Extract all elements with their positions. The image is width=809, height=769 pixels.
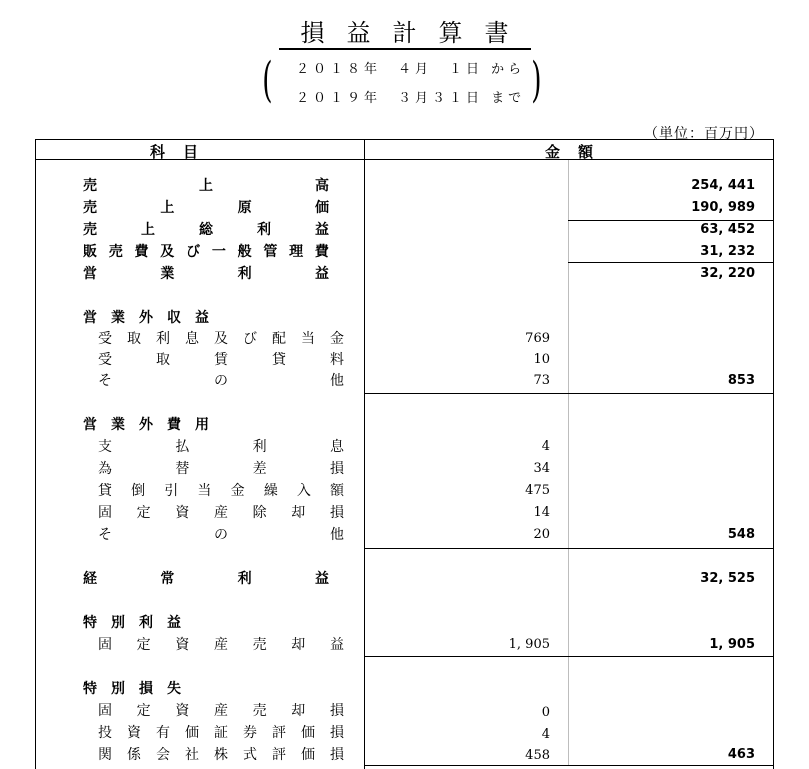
row-cost-of-sales-value: 190, 989 [691,200,755,215]
header-amount: 金額 [545,143,612,161]
non-op-income-heading: 営業外収益 [83,310,223,326]
non-op-expenses-item-label: そ の 他 [98,527,344,543]
non-op-expenses-item-label: 為 替 差 損 [98,461,344,477]
extraordinary-losses-item-value: 0 [541,705,550,720]
extraordinary-losses-item-value: 458 [525,748,550,763]
extraordinary-losses-item-label: 関 係 会 社 株 式 評 価 損 [98,747,344,763]
bottom-rule [364,765,773,766]
table-top-border [35,139,773,140]
amount-sub-divider [568,160,569,765]
row-cost-of-sales-label: 売 上 原 価 [83,200,329,216]
table-right-border [773,139,774,769]
non-op-income-total: 853 [727,373,755,388]
extraordinary-income-item-label: 固 定 資 産 売 却 益 [98,637,344,653]
row-operating-income-value: 32, 220 [700,266,755,281]
unit-label: （単位：百万円） [644,126,764,142]
row-gross-profit-value: 63, 452 [700,222,755,237]
header-item: 科目 [150,143,217,161]
operating-income-rule [568,262,773,263]
extraordinary-income-item-value: 1, 905 [508,637,550,652]
non-op-income-item-label: 受 取 利 息 及 び 配 当 金 [98,331,344,347]
extraordinary-income-total: 1, 905 [709,637,755,652]
row-sga-label: 販 売 費 及 び 一 般 管 理 費 [83,244,329,260]
row-operating-income-label: 営 業 利 益 [83,266,329,282]
non-op-expenses-item-value: 20 [533,527,550,542]
row-sales-label: 売 上 高 [83,178,329,194]
non-op-expenses-item-value: 475 [525,483,550,498]
header-bottom-border [35,159,773,160]
non-op-income-item-label: 受 取 賃 貸 料 [98,352,344,368]
non-op-expenses-item-value: 14 [533,505,550,520]
non-op-expenses-item-value: 4 [541,439,550,454]
right-paren: ) [531,52,542,108]
document-title: 損益計算書 [0,18,809,50]
extraordinary-income-rule [364,656,773,657]
extraordinary-losses-heading: 特別損失 [83,681,195,697]
non-op-income-item-value: 10 [533,352,550,367]
non-op-expenses-item-label: 貸 倒 引 当 金 繰 入 額 [98,483,344,499]
non-op-income-rule [364,393,773,394]
extraordinary-income-heading: 特別利益 [83,615,195,631]
non-op-income-item-value: 769 [525,331,550,346]
extraordinary-losses-total: 463 [727,747,755,762]
non-op-expenses-item-value: 34 [533,461,550,476]
non-op-expenses-rule [364,548,773,549]
extraordinary-losses-item-value: 4 [541,727,550,742]
row-sga-value: 31, 232 [700,244,755,259]
row-ordinary-income-value: 32, 525 [700,571,755,586]
non-op-expenses-item-label: 支 払 利 息 [98,439,344,455]
column-divider [364,139,365,769]
non-op-expenses-total: 548 [727,527,755,542]
row-ordinary-income-label: 経 常 利 益 [83,571,329,587]
extraordinary-losses-item-label: 投 資 有 価 証 券 評 価 損 [98,725,344,741]
non-op-expenses-item-label: 固 定 資 産 除 却 損 [98,505,344,521]
table-left-border [35,139,36,769]
non-op-income-item-label: そ の 他 [98,373,344,389]
extraordinary-losses-item-label: 固 定 資 産 売 却 損 [98,703,344,719]
left-paren: ( [262,52,273,108]
row-sales-value: 254, 441 [691,178,755,193]
row-gross-profit-label: 売 上 総 利 益 [83,222,329,238]
non-op-income-item-value: 73 [533,373,550,388]
period-from: ２０１８年 ４月 １日 から [296,62,526,77]
period-to: ２０１９年 ３月３１日 まで [296,91,526,106]
non-op-expenses-heading: 営業外費用 [83,417,223,433]
